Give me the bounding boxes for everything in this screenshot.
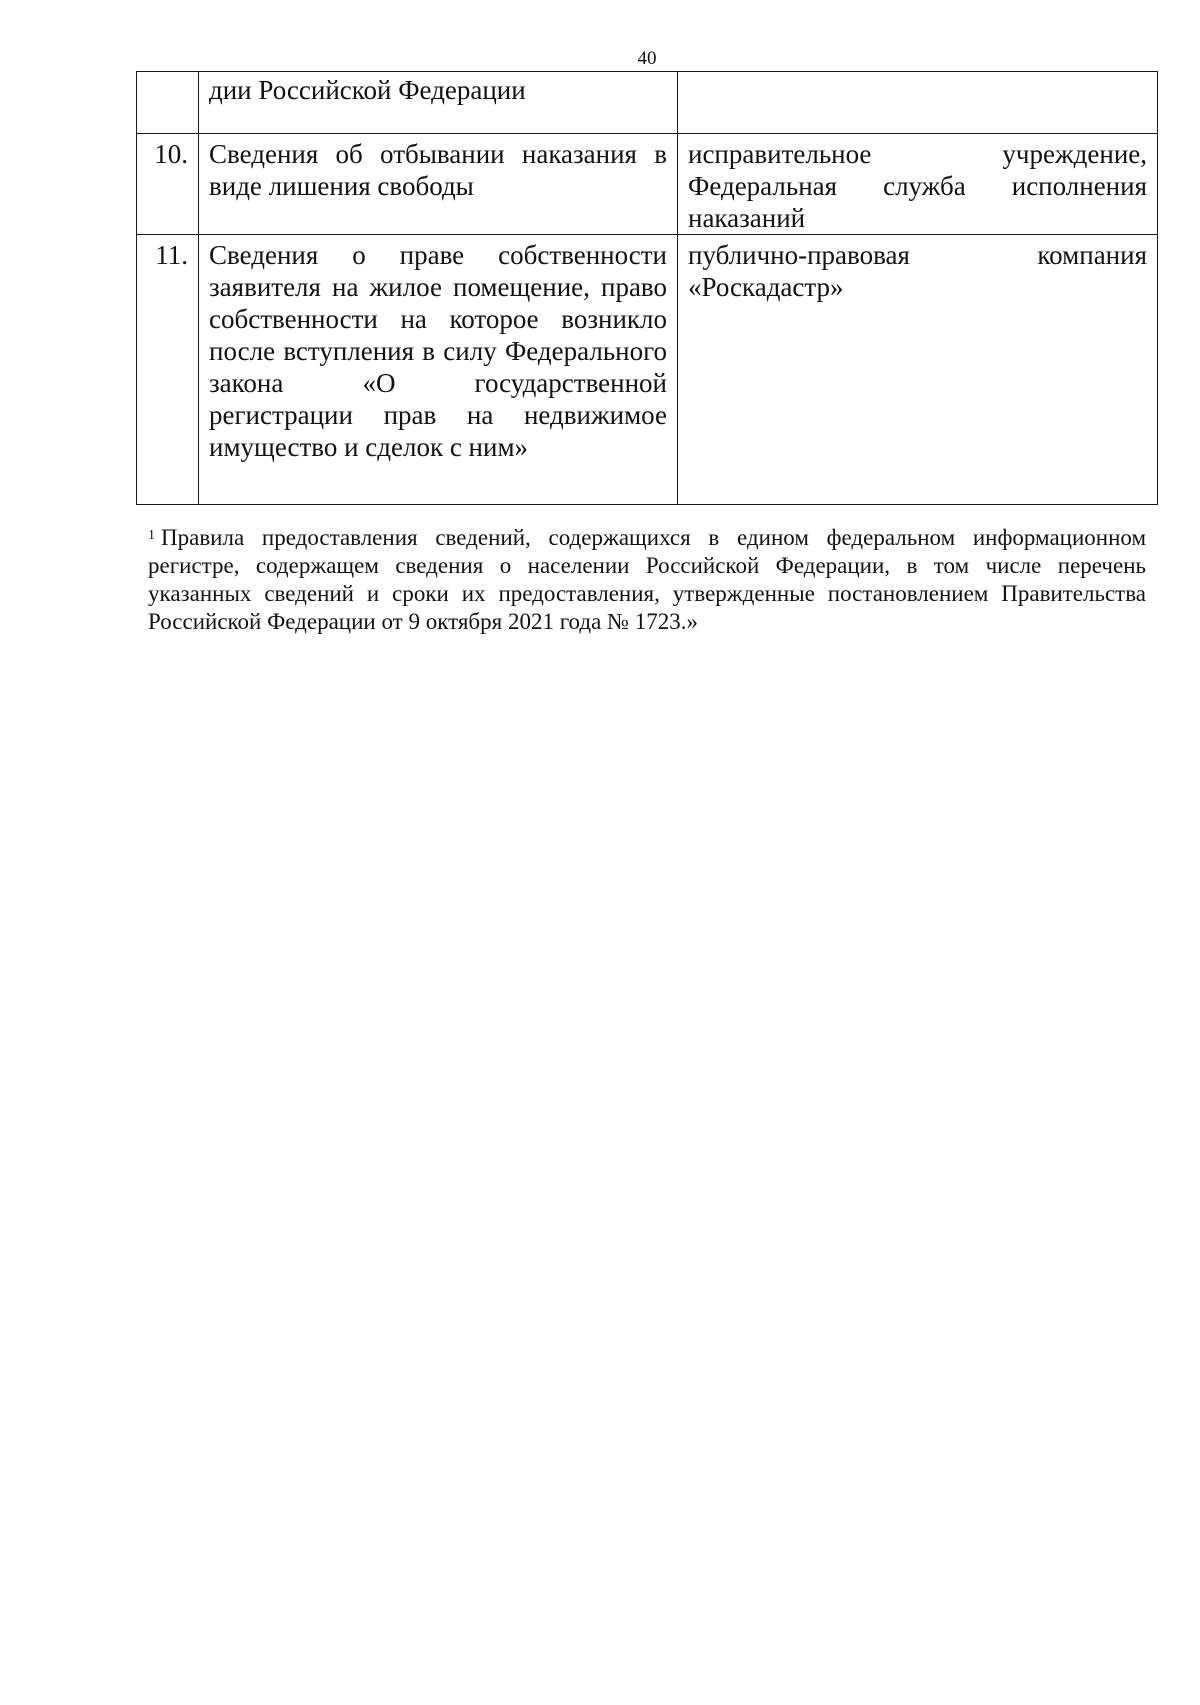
footnote bbox=[148, 524, 1146, 636]
row-number-cell: 10. bbox=[137, 134, 199, 235]
table-row bbox=[137, 72, 1158, 134]
info-cell: Сведения об отбывании наказания в виде лишения свободы bbox=[199, 134, 678, 235]
info-cell: дии Российской Федерации bbox=[199, 72, 678, 134]
row-number-cell bbox=[137, 72, 199, 134]
source-cell: исправительное учреждение, Федеральная служба исполнения наказаний bbox=[678, 134, 1158, 235]
row-number-cell: 11. bbox=[137, 235, 199, 505]
source-cell: публично-правовая компания «Роскадастр» bbox=[678, 235, 1158, 505]
table-row bbox=[137, 134, 1158, 235]
info-cell: Сведения о праве собственности заявителя на жилое помещение, право собственности на которое возникло после вступления в силу Федерального закона «О государственной регистрации прав на недвижимое имущество и сделок с ним» bbox=[199, 235, 678, 505]
table-row bbox=[137, 235, 1158, 505]
source-cell bbox=[678, 72, 1158, 134]
footnote-text: Правила предоставления сведений, содержащихся в едином федеральном информационном регистре, содержащем сведения о населении Российской Федерации, в том числе перечень указанных сведений и сроки их предоставления, утвержденные постановлением Правительства Российской Федерации от 9 октября 2021 года № 1723.» bbox=[148, 525, 1146, 634]
page-number: 40 bbox=[637, 48, 657, 69]
info-sources-table bbox=[136, 71, 1158, 505]
footnote-marker: 1 bbox=[148, 528, 155, 543]
